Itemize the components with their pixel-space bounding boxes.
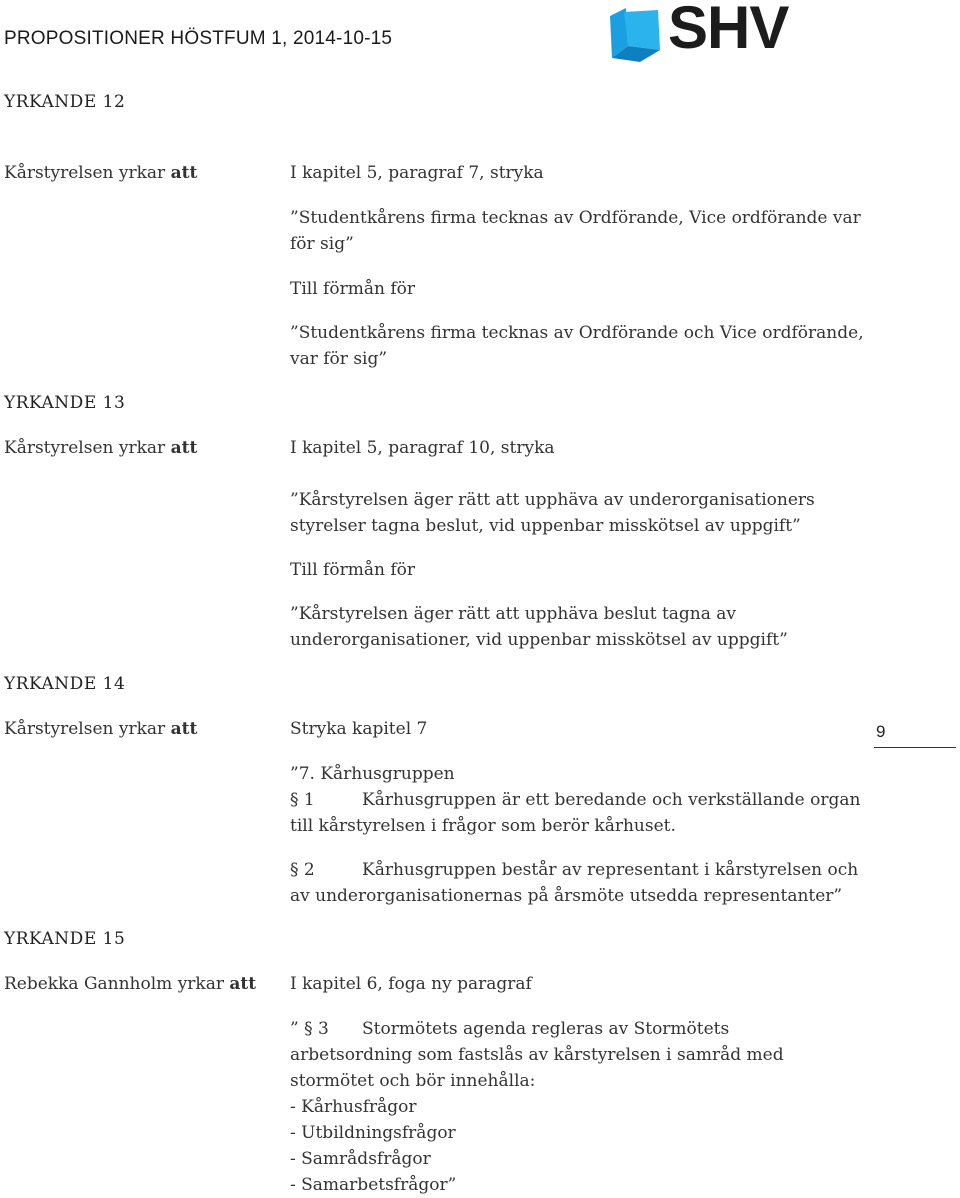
proposer-text: Rebekka Gannholm yrkar [4,974,224,994]
list-item: - Utbildningsfrågor [290,1123,456,1143]
yrkande-13-instruction: I kapitel 5, paragraf 10, stryka [290,438,555,458]
yrkande-12-till-forman: Till förmån för [290,279,415,299]
document-header-title: PROPOSITIONER HÖSTFUM 1, 2014-10-15 [4,28,393,49]
yrkande-14-proposer [4,719,197,739]
list-item: - Samrådsfrågor [290,1149,431,1169]
yrkande-12-original-text: ”Studentkårens firma tecknas av Ordförande, Vice ordförande var för sig” [290,208,861,254]
yrkande-13-new-text: ”Kårstyrelsen äger rätt att upphäva beslut tagna av underorganisationer, vid uppenbar misskötsel av uppgift” [290,604,788,650]
yrkande-14-instruction: Stryka kapitel 7 [290,719,428,739]
section-text: Stormötets agenda regleras av Stormötets arbetsordning som fastslås av kårstyrelsen i samråd med stormötet och bör innehålla: [290,1019,784,1091]
yrkande-15-heading: YRKANDE 15 [4,929,126,949]
yrkande-15-instruction: I kapitel 6, foga ny paragraf [290,974,532,994]
yrkande-13-heading: YRKANDE 13 [4,393,126,413]
yrkande-13-till-forman: Till förmån för [290,560,415,580]
yrkande-12-proposer [4,163,197,183]
yrkande-15-proposer [4,974,256,994]
section-text: Kårhusgruppen består av representant i kårstyrelsen och av underorganisationernas på årsmöte utsedda representanter” [290,860,859,906]
att-keyword: att [170,719,198,739]
yrkande-15-agenda-list [290,1094,850,1198]
att-keyword: att [229,974,257,994]
yrkande-15-new-paragraph [290,1016,850,1094]
section-text: Kårhusgruppen är ett beredande och verkställande organ till kårstyrelsen i frågor som berör kårhuset. [290,790,861,836]
proposer-text: Kårstyrelsen yrkar [4,719,166,739]
shv-logo [606,0,816,66]
list-item: - Samarbetsfrågor” [290,1175,457,1195]
yrkande-12-heading: YRKANDE 12 [4,92,126,112]
proposer-text: Kårstyrelsen yrkar [4,438,166,458]
yrkande-13-original-text: ”Kårstyrelsen äger rätt att upphäva av underorganisationers styrelser tagna beslut, vid uppenbar misskötsel av uppgift” [290,490,815,536]
section-number: § 2 [290,860,315,880]
list-item: - Kårhusfrågor [290,1097,417,1117]
page-number: 9 [876,722,886,741]
yrkande-14-paragraph-1 [290,787,870,839]
yrkande-12-new-text: ”Studentkårens firma tecknas av Ordförande och Vice ordförande, var för sig” [290,323,864,369]
shv-logo-mark-icon [606,6,668,64]
proposer-text: Kårstyrelsen yrkar [4,163,166,183]
yrkande-14-heading: YRKANDE 14 [4,674,126,694]
logo-text: SHV [668,0,789,61]
yrkande-13-proposer [4,438,197,458]
att-keyword: att [170,438,198,458]
yrkande-14-chapter-title: ”7. Kårhusgruppen [290,764,455,784]
section-number: ” § 3 [290,1019,329,1039]
yrkande-14-paragraph-2 [290,857,870,909]
section-number: § 1 [290,790,315,810]
yrkande-12-instruction: I kapitel 5, paragraf 7, stryka [290,163,544,183]
page-number-rule [874,747,956,748]
att-keyword: att [170,163,198,183]
